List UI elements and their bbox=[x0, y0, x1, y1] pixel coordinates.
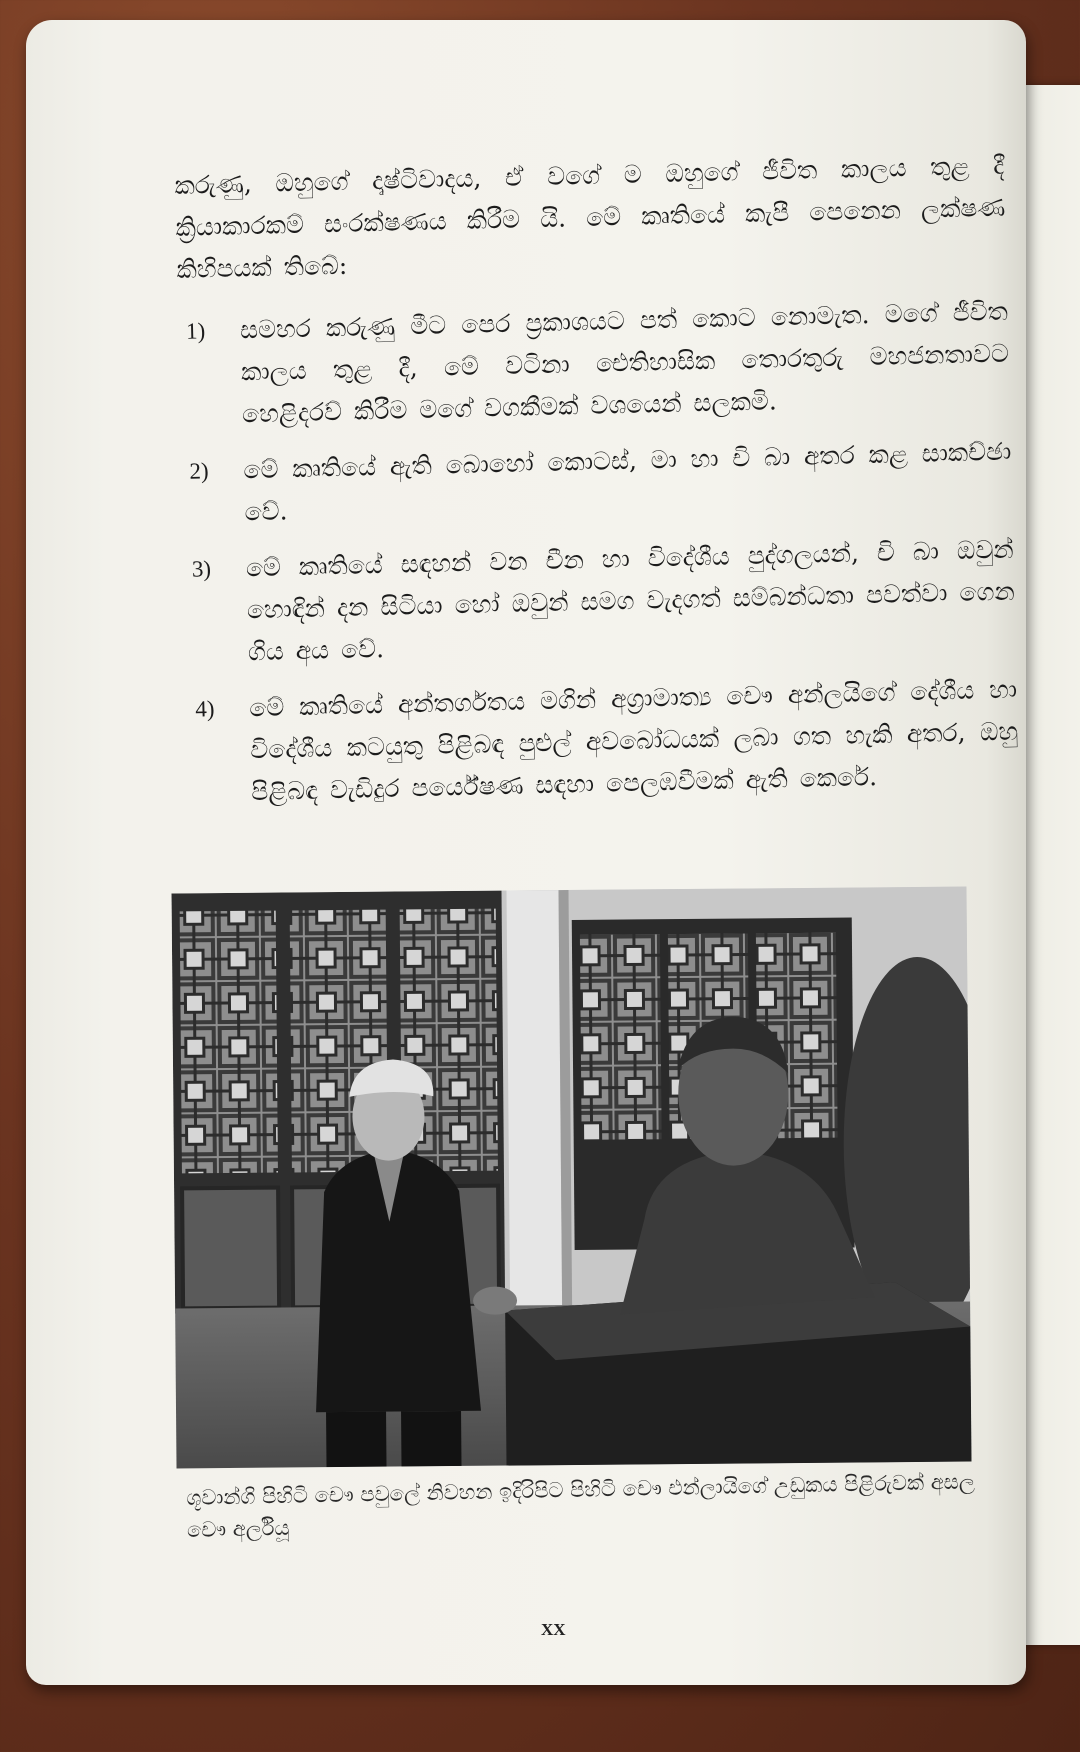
list-item-text: මේ කෘතියේ අන්තර්ගතය මගින් අග්‍රාමාත්‍ය චෞ අන්ලයිගේ දේශීය හා විදේශීය කටයුතු පිළිබඳ පුළුල් අවබෝධයක් ලබා ගත හැකි අතර, ඔහු පිළිබඳ වැඩිදුර පර්යේෂණ සඳහා පෙලඹවීමක් ඇති කෙරේ. bbox=[248, 674, 1019, 807]
list-item-text: මේ කෘතියේ සඳහන් වන චීන හා විදේශීය පුද්ගලයන්, චි බා ඔවුන් හොඳින් දන සිටියා හෝ ඔවුන් සමග වැදගත් සම්බන්ධතා පවත්වා ගෙන ගිය අය වේ. bbox=[245, 534, 1016, 667]
photo-caption: ශූවාන්ගි පිහිටි චෞ පවුලේ නිවහන ඉදිරිපිට පිහිටි චෞ එන්ලායිගේ උඩුකය පිළිරුවක් අසල චෞ අර්ලියූ bbox=[186, 1469, 975, 1542]
body-text bbox=[174, 145, 1020, 829]
photograph-illustration bbox=[172, 887, 972, 1469]
list-item bbox=[183, 529, 1016, 675]
list-item bbox=[178, 291, 1011, 437]
list-item bbox=[187, 669, 1020, 815]
list-item-text: සමහර කරුණු මීට පෙර ප්‍රකාශයට පත් කොට නොමැත. මගේ ජීවිත කාලය තුළ දී, මේ වටිනා ඓතිහාසික තොරතුරු මහජනතාවට හෙළිදරව් කිරීම මගේ වගකීමක් වශයෙන් සලකමි. bbox=[239, 296, 1010, 429]
list-item-number: 2) bbox=[189, 458, 209, 484]
list-item-number: 4) bbox=[194, 696, 215, 722]
book-page bbox=[26, 20, 1026, 1685]
page-number: XX bbox=[541, 1620, 566, 1639]
intro-paragraph: කරුණු, ඔහුගේ දෘෂ්ටිවාදය, ඒ වගේ ම ඔහුගේ ජීවිත කාලය තුළ දී ක්‍රියාකාරකම් සංරක්ෂණය කිරීම යි. මේ කෘතියේ කැපී පෙනෙන ලක්ෂණ කිහිපයක් තිබේ: bbox=[174, 150, 1006, 284]
list-item-text: මේ කෘතියේ ඇති බොහෝ කොටස්, මා හා චි බා අතර කළ සාකච්ඡා වේ. bbox=[243, 436, 1012, 527]
list-item-number: 3) bbox=[191, 556, 212, 582]
list-item-number: 1) bbox=[185, 318, 206, 344]
photograph bbox=[172, 887, 972, 1469]
list-item bbox=[181, 431, 1013, 535]
